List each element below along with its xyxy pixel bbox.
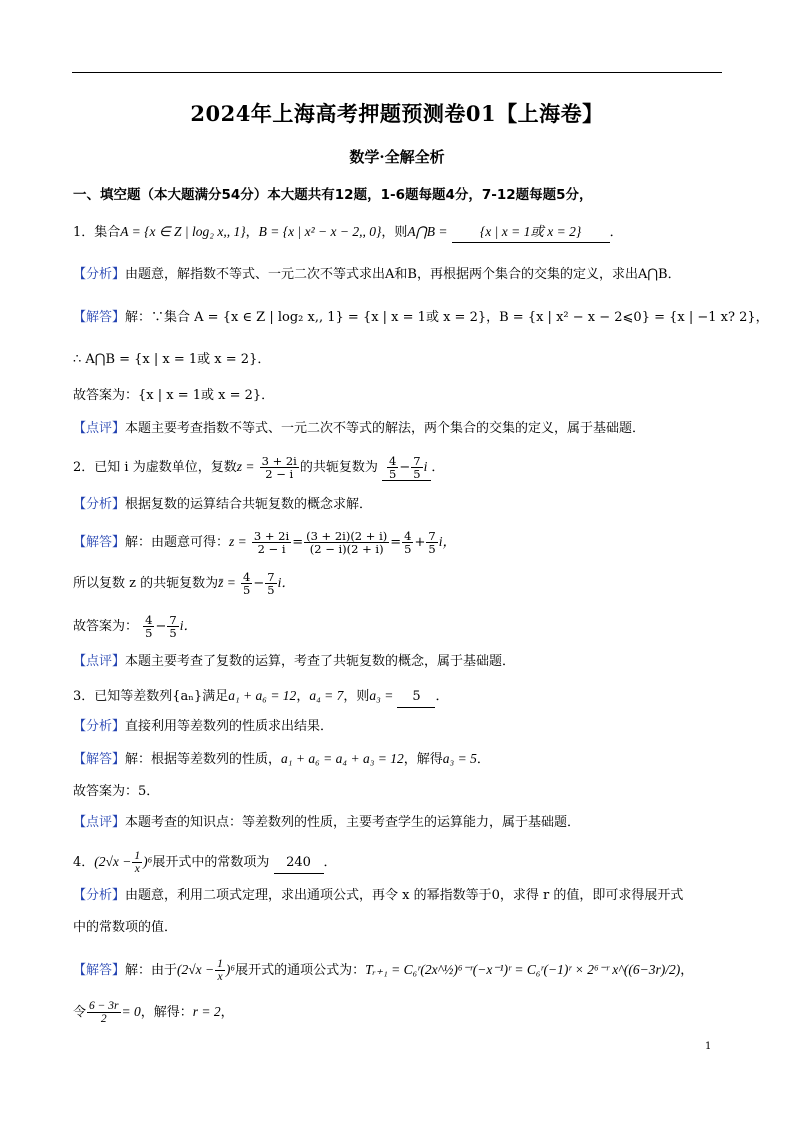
- frac: [252, 530, 291, 555]
- q3-solution-text: 解：根据等差数列的性质，: [125, 752, 282, 767]
- frac-den: 2 − i: [257, 542, 286, 556]
- frac-num: 6 − 3r: [89, 1000, 119, 1012]
- q1-set-b: B = {x | x² − x − 2,, 0}: [258, 224, 382, 239]
- q2-solution-text: 解：由题意可得：: [125, 535, 230, 550]
- q3-final-answer: 故答案为：5．: [73, 784, 160, 799]
- q4-blank-end: ．: [323, 855, 337, 870]
- q2-conjugate: [73, 571, 295, 596]
- q4-let-end: ，: [220, 1005, 234, 1020]
- solution-tag: 【解答】: [73, 310, 126, 325]
- q4-solution-text: 解：由于: [125, 963, 178, 978]
- q1-analysis-text: 由题意，解指数不等式、一元二次不等式求出A和B，再根据两个集合的交集的定义，求出A⋂B．: [125, 267, 681, 282]
- comment-tag: 【点评】: [73, 421, 126, 436]
- frac-den: x: [217, 971, 223, 983]
- q2-final-end: i．: [179, 618, 197, 633]
- q1-comma: ，: [245, 225, 259, 240]
- q4-sol-end: ，: [680, 963, 694, 978]
- q1-final-answer: 故答案为：{x | x = 1或 x = 2}．: [73, 388, 275, 403]
- q4-analysis-text: 由题意，利用二项式定理，求出通项公式，再令 x 的幂指数等于0，求得 r 的值，即可求得展开式: [125, 888, 684, 903]
- frac-num: 7: [413, 454, 421, 468]
- frac-num: 1: [134, 850, 141, 862]
- analysis-tag: 【分析】: [73, 267, 126, 282]
- q2-final-text: 故答案为：: [73, 619, 139, 634]
- q2-conj-z: z̄ =: [218, 575, 236, 590]
- q3-stem-text: 3．已知等差数列{aₙ}满足: [73, 689, 229, 704]
- q2-stem: [73, 455, 444, 481]
- frac-den: 2 − i: [265, 467, 294, 481]
- frac-num: 7: [267, 570, 275, 584]
- frac-num: 4: [145, 613, 153, 627]
- q3-blank-end: ．: [435, 689, 449, 704]
- imag-unit: i: [423, 459, 428, 474]
- q4-let: [73, 1000, 234, 1025]
- q4-stem-num: 4．: [73, 855, 95, 870]
- q4-expr-a: (2√x −: [94, 854, 132, 869]
- q3-answer-blank: 5: [397, 687, 435, 708]
- frac-num: 3 + 2i: [253, 529, 290, 543]
- q1-then: ，则: [381, 225, 408, 240]
- q3-sol-res: a₃ = 5: [442, 751, 477, 766]
- frac-num: 4: [243, 570, 251, 584]
- solution-tag: 【解答】: [73, 752, 126, 767]
- frac-den: 5: [243, 583, 251, 597]
- q4-stem: [73, 850, 337, 875]
- frac: [215, 958, 225, 983]
- q3-solution: [73, 749, 490, 770]
- frac: [426, 530, 437, 555]
- frac: [411, 455, 422, 480]
- section-heading: 一、填空题（本大题满分54分）本大题共有12题，1-6题每题4分，7-12题每题5分，: [73, 187, 593, 203]
- frac: [402, 530, 413, 555]
- frac-den: 5: [169, 626, 177, 640]
- comment-tag: 【点评】: [73, 815, 126, 830]
- frac-den: (2 − i)(2 + i): [309, 542, 384, 556]
- q1-comment: [73, 419, 645, 439]
- frac-num: 3 + 2i: [261, 454, 297, 468]
- q3-comment: [73, 813, 580, 833]
- q2-conj-end: i．: [277, 575, 295, 590]
- minus: −: [253, 576, 265, 591]
- q2-analysis: [73, 495, 372, 515]
- q2-comment-text: 本题主要考查了复数的运算，考查了共轭复数的概念，属于基础题．: [125, 654, 516, 669]
- q4-stem-text: 展开式中的常数项为: [152, 855, 270, 870]
- q2-analysis-text: 根据复数的运算结合共轭复数的概念求解．: [125, 497, 373, 512]
- q3-sol-eq: a₁ + a₆ = a₄ + a₃ = 12: [281, 751, 404, 766]
- q2-solution: [73, 530, 456, 555]
- q3-analysis-text: 直接利用等差数列的性质求出结果．: [125, 719, 334, 734]
- q1-answer-blank: {x | x = 1或 x = 2}: [452, 222, 610, 243]
- frac-den: 5: [428, 542, 436, 556]
- q3-expr: a₃ =: [369, 688, 394, 703]
- equals: =: [292, 535, 304, 550]
- frac-num: (3 + 2i)(2 + i): [306, 529, 388, 543]
- page-subtitle: 数学·全解全析: [349, 148, 445, 166]
- q4-let-text: 令: [73, 1005, 87, 1020]
- q4-sol-b: 展开式的通项公式为：: [235, 963, 366, 978]
- solution-tag: 【解答】: [73, 535, 126, 550]
- q1-solution-text: 解：∵集合 A = {x ∈ Z | log₂ x,, 1} = {x | x = 1或 x = 2}，B = {x | x² − x − 2⩽0} = {x | −1 x? 2}，: [125, 310, 769, 325]
- q4-analysis-line2: 中的常数项的值．: [73, 920, 178, 935]
- comma: ，: [296, 689, 310, 704]
- frac: [265, 571, 276, 596]
- analysis-tag: 【分析】: [73, 719, 126, 734]
- q4-let-res: r = 2: [192, 1004, 221, 1019]
- q1-expr: A⋂B =: [407, 224, 448, 239]
- solution-tag: 【解答】: [73, 963, 126, 978]
- frac: [87, 1000, 121, 1025]
- q1-set-a: A = {x ∈ Z | log₂ x,, 1}: [120, 224, 246, 239]
- comment-tag: 【点评】: [73, 654, 126, 669]
- q2-final-answer: [73, 614, 197, 639]
- q2-conj-text: 所以复数 z 的共轭复数为: [73, 576, 219, 591]
- q4-sol-expr-a: (2√x −: [177, 962, 215, 977]
- frac: [304, 530, 389, 555]
- frac-den: x: [134, 863, 140, 875]
- q3-cond1: a₁ + a₆ = 12: [228, 688, 297, 703]
- frac: [143, 614, 154, 639]
- q1-stem-text: 1．集合: [73, 225, 121, 240]
- plus: +: [414, 535, 426, 550]
- page-number: 1: [705, 1041, 712, 1052]
- q2-sol-end: i，: [438, 534, 456, 549]
- frac-num: 4: [404, 529, 412, 543]
- frac-num: 4: [389, 454, 397, 468]
- analysis-tag: 【分析】: [73, 888, 126, 903]
- q4-sol-formula: Tᵣ₊₁ = C₆ʳ(2x^½)⁶⁻ʳ(−x⁻¹)ʳ = C₆ʳ(−1)ʳ × 2⁶⁻ʳ x^((6−3r)/2): [365, 962, 681, 977]
- q4-expr-b: )⁶: [143, 854, 153, 869]
- q3-then: ，则: [343, 689, 370, 704]
- q3-comment-text: 本题考查的知识点：等差数列的性质，主要考查学生的运算能力，属于基础题．: [125, 815, 581, 830]
- page-title: 2024年上海高考押题预测卷01【上海卷】: [190, 101, 604, 126]
- q2-answer-blank: [382, 455, 431, 481]
- q4-sol-expr-b: )⁶: [225, 962, 236, 977]
- frac-den: 5: [267, 583, 275, 597]
- q4-let-c: ，解得：: [140, 1005, 193, 1020]
- analysis-tag: 【分析】: [73, 497, 126, 512]
- q1-stem: [73, 222, 623, 243]
- q4-answer-blank: 240: [274, 853, 324, 874]
- minus: −: [399, 460, 411, 475]
- q4-let-b: = 0: [121, 1004, 141, 1019]
- frac-den: 5: [404, 542, 412, 556]
- minus: −: [155, 619, 167, 634]
- q4-solution: [73, 958, 693, 983]
- frac-den: 2: [100, 1013, 107, 1025]
- q2-stem-text-b: 的共轭复数为: [299, 460, 378, 475]
- frac: [167, 614, 178, 639]
- frac-den: 5: [389, 467, 397, 481]
- q4-analysis: [73, 886, 683, 906]
- q1-therefore: ∴ A⋂B = {x | x = 1或 x = 2}．: [73, 352, 271, 367]
- q1-analysis: [73, 265, 681, 285]
- q2-blank-end: ．: [431, 460, 445, 475]
- equals: =: [390, 535, 402, 550]
- q1-blank-end: ．: [609, 225, 623, 240]
- frac-den: 5: [413, 467, 421, 481]
- frac: [387, 455, 398, 480]
- frac-num: 7: [428, 529, 436, 543]
- frac-num: 1: [217, 958, 223, 970]
- q3-stem: [73, 686, 449, 708]
- q3-cond2: a₄ = 7: [309, 688, 344, 703]
- q3-analysis: [73, 717, 333, 737]
- q2-stem-text: 2．已知 i 为虚数单位，复数: [73, 460, 237, 475]
- q1-comment-text: 本题主要考查指数不等式、一元二次不等式的解法，两个集合的交集的定义，属于基础题．: [125, 421, 646, 436]
- q2-fraction: [260, 455, 299, 480]
- header-rule: [72, 72, 722, 73]
- frac: [241, 571, 252, 596]
- frac-den: 5: [145, 626, 153, 640]
- q3-sol-b: ，解得: [403, 752, 443, 767]
- q2-comment: [73, 652, 515, 672]
- q2-z: z =: [236, 459, 255, 474]
- frac: [132, 850, 142, 875]
- q2-sol-z: z =: [229, 534, 247, 549]
- frac-num: 7: [169, 613, 177, 627]
- q3-sol-end: ．: [476, 752, 490, 767]
- q1-solution: [73, 308, 769, 328]
